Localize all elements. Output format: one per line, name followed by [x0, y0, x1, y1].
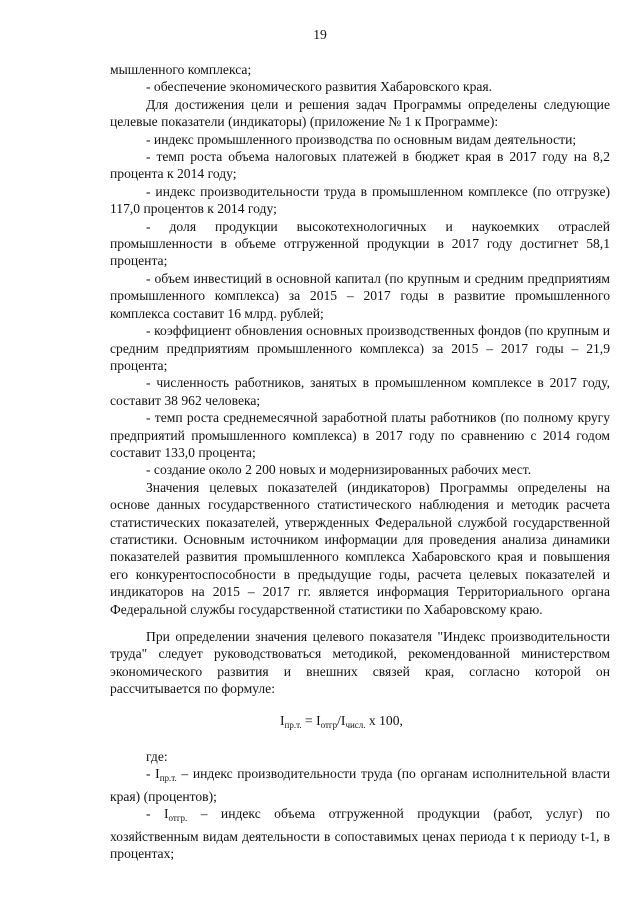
definition-subscript: отгр. [168, 813, 188, 824]
paragraph: мышленного комплекса; [110, 62, 252, 77]
list-item: - обеспечение экономического развития Хабаровского края. [146, 79, 493, 95]
formula-subscript: числ. [345, 719, 366, 730]
formula-symbol: I [340, 712, 346, 728]
definition-subscript: пр.т. [159, 773, 177, 784]
definition-symbol: I [163, 806, 169, 822]
definition-dash: - [146, 766, 156, 782]
list-item: - объем инвестиций в основной капитал (по крупным и средним предприятиям промышленного комплекса) за 2015 – 2017 годы в развитие промышленного комплекса составит 16 млрд. рублей; [110, 270, 610, 321]
paragraph: Значения целевых показателей (индикаторов) Программы определены на основе данных государственного статистического наблюдения и методик расчета статистических показателей, утвержденных Федеральной службой государственной статистики. Основным источником информации для проведения анализа динамики показателей развития промышленного комплекса Хабаровского края и повышения его конкурентоспособности в предыдущие годы, расчета целевых показателей и индикаторов на 2015 – 2017 гг. является информация Территориального органа Федеральной службы государственной статистики по Хабаровскому краю. [110, 479, 610, 617]
formula-operator: = [301, 712, 317, 728]
definition-text: – индекс объема отгруженной продукции (работ, услуг) по хозяйственным видам деятельности в сопоставимых ценах периода t к периоду t-1, в процентах; [110, 806, 610, 862]
formula-symbol: I [280, 712, 285, 728]
list-item: - индекс промышленного производства по основным видам деятельности; [146, 131, 577, 147]
formula-subscript: отгр [320, 719, 338, 730]
formula-tail: х 100, [365, 712, 403, 728]
paragraph: Для достижения цели и решения задач Программы определены следующие целевые показатели (индикаторы) (приложение № 1 к Программе): [110, 96, 610, 130]
formula-operator: / [337, 712, 341, 728]
where-label: где: [146, 749, 168, 765]
definition-dash: - [146, 806, 164, 822]
list-item: - доля продукции высокотехнологичных и наукоемких отраслей промышленности в объеме отгруженной продукции в 2017 году достигнет 58,1 процента; [110, 218, 610, 269]
formula-subscript: пр.т. [284, 719, 302, 730]
formula [110, 712, 610, 734]
definition-text: – индекс производительности труда (по органам исполнительной власти края) (процентов); [110, 766, 610, 804]
list-item: - создание около 2 200 новых и модернизированных рабочих мест. [146, 462, 532, 478]
formula-symbol: I [316, 712, 321, 728]
list-item: - коэффициент обновления основных производственных фондов (по крупным и средним предприятиям промышленного комплекса) за 2015 – 2017 годы – 21,9 процента; [110, 323, 610, 373]
list-item: - темп роста объема налоговых платежей в бюджет края в 2017 году на 8,2 процента к 2014 году; [110, 149, 610, 182]
definition-symbol: I [155, 766, 160, 782]
document-body [110, 61, 610, 862]
page-number: 19 [313, 27, 327, 42]
paragraph: При определении значения целевого показателя "Индекс производительности труда" следует руководствоваться методикой, рекомендованной министерством экономического развития и внешних связей края, согласно которой он рассчитывается по формуле: [110, 629, 610, 697]
definition-item [110, 805, 610, 862]
definition-item [110, 765, 610, 805]
list-item: - индекс производительности труда в промышленном комплексе (по отгрузке) 117,0 процентов к 2014 году; [110, 183, 610, 217]
list-item: - численность работников, занятых в промышленном комплексе в 2017 году, составит 38 962 человека; [110, 375, 610, 408]
list-item: - темп роста среднемесячной заработной платы работников (по полному кругу предприятий промышленного комплекса) в 2017 году по сравнению с 2014 годом составит 133,0 процента; [110, 410, 610, 460]
